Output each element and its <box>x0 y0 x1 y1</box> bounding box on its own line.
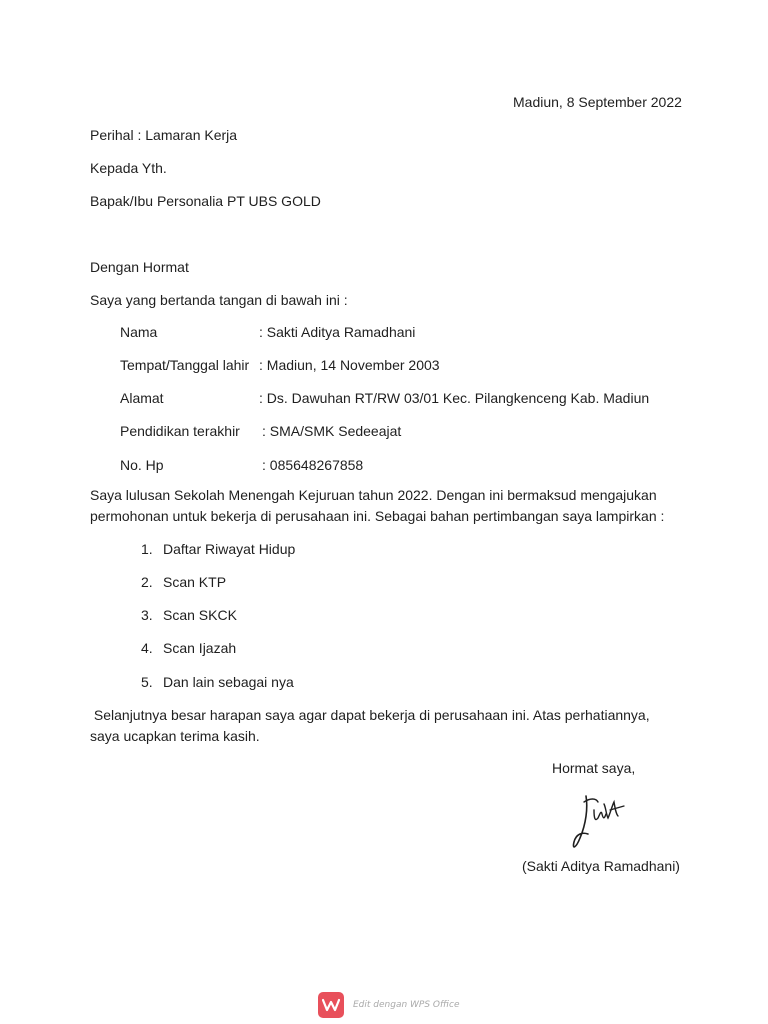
identity-value: : Madiun, 14 November 2003 <box>259 357 440 373</box>
identity-label: Alamat <box>120 390 164 406</box>
recipient-line-2: Bapak/Ibu Personalia PT UBS GOLD <box>90 193 321 209</box>
identity-label: No. Hp <box>120 457 164 473</box>
intro-line: Saya yang bertanda tangan di bawah ini : <box>90 292 348 308</box>
body-paragraph: Saya lulusan Sekolah Menengah Kejuruan tahun 2022. Dengan ini bermaksud mengajukan permohonan untuk bekerja di perusahaan ini. Sebagai bahan pertimbangan saya lampirkan : <box>90 487 665 524</box>
list-number: 5. <box>141 674 153 690</box>
sign-off: Hormat saya, <box>552 760 636 776</box>
list-text: Scan SKCK <box>163 607 237 623</box>
list-number: 4. <box>141 640 153 656</box>
identity-value: : 085648267858 <box>262 457 364 473</box>
wps-logo-icon <box>318 992 344 1018</box>
list-number: 2. <box>141 574 153 590</box>
closing-paragraph: Selanjutnya besar harapan saya agar dapat bekerja di perusahaan ini. Atas perhatiannya, saya ucapkan terima kasih. <box>90 707 654 744</box>
identity-label: Tempat/Tanggal lahir <box>120 357 250 373</box>
list-text: Scan KTP <box>163 574 227 590</box>
list-number: 1. <box>141 541 153 557</box>
letter-subject: Perihal : Lamaran Kerja <box>90 127 238 143</box>
list-text: Dan lain sebagai nya <box>163 674 294 690</box>
letter-date: Madiun, 8 September 2022 <box>513 94 682 110</box>
list-number: 3. <box>141 607 153 623</box>
wps-watermark <box>318 991 460 1019</box>
identity-value: : Sakti Aditya Ramadhani <box>259 324 416 340</box>
recipient-line-1: Kepada Yth. <box>90 160 167 176</box>
greeting: Dengan Hormat <box>90 259 189 275</box>
signature-image <box>568 788 632 854</box>
signer-name: (Sakti Aditya Ramadhani) <box>522 858 680 874</box>
wps-watermark-text: Edit dengan WPS Office <box>353 1000 460 1010</box>
identity-value: : SMA/SMK Sedeeajat <box>262 423 402 439</box>
identity-label: Pendidikan terakhir <box>120 423 240 439</box>
identity-label: Nama <box>120 324 158 340</box>
list-text: Scan Ijazah <box>163 640 237 656</box>
list-text: Daftar Riwayat Hidup <box>163 541 296 557</box>
identity-value: : Ds. Dawuhan RT/RW 03/01 Kec. Pilangkenceng Kab. Madiun <box>259 390 650 406</box>
